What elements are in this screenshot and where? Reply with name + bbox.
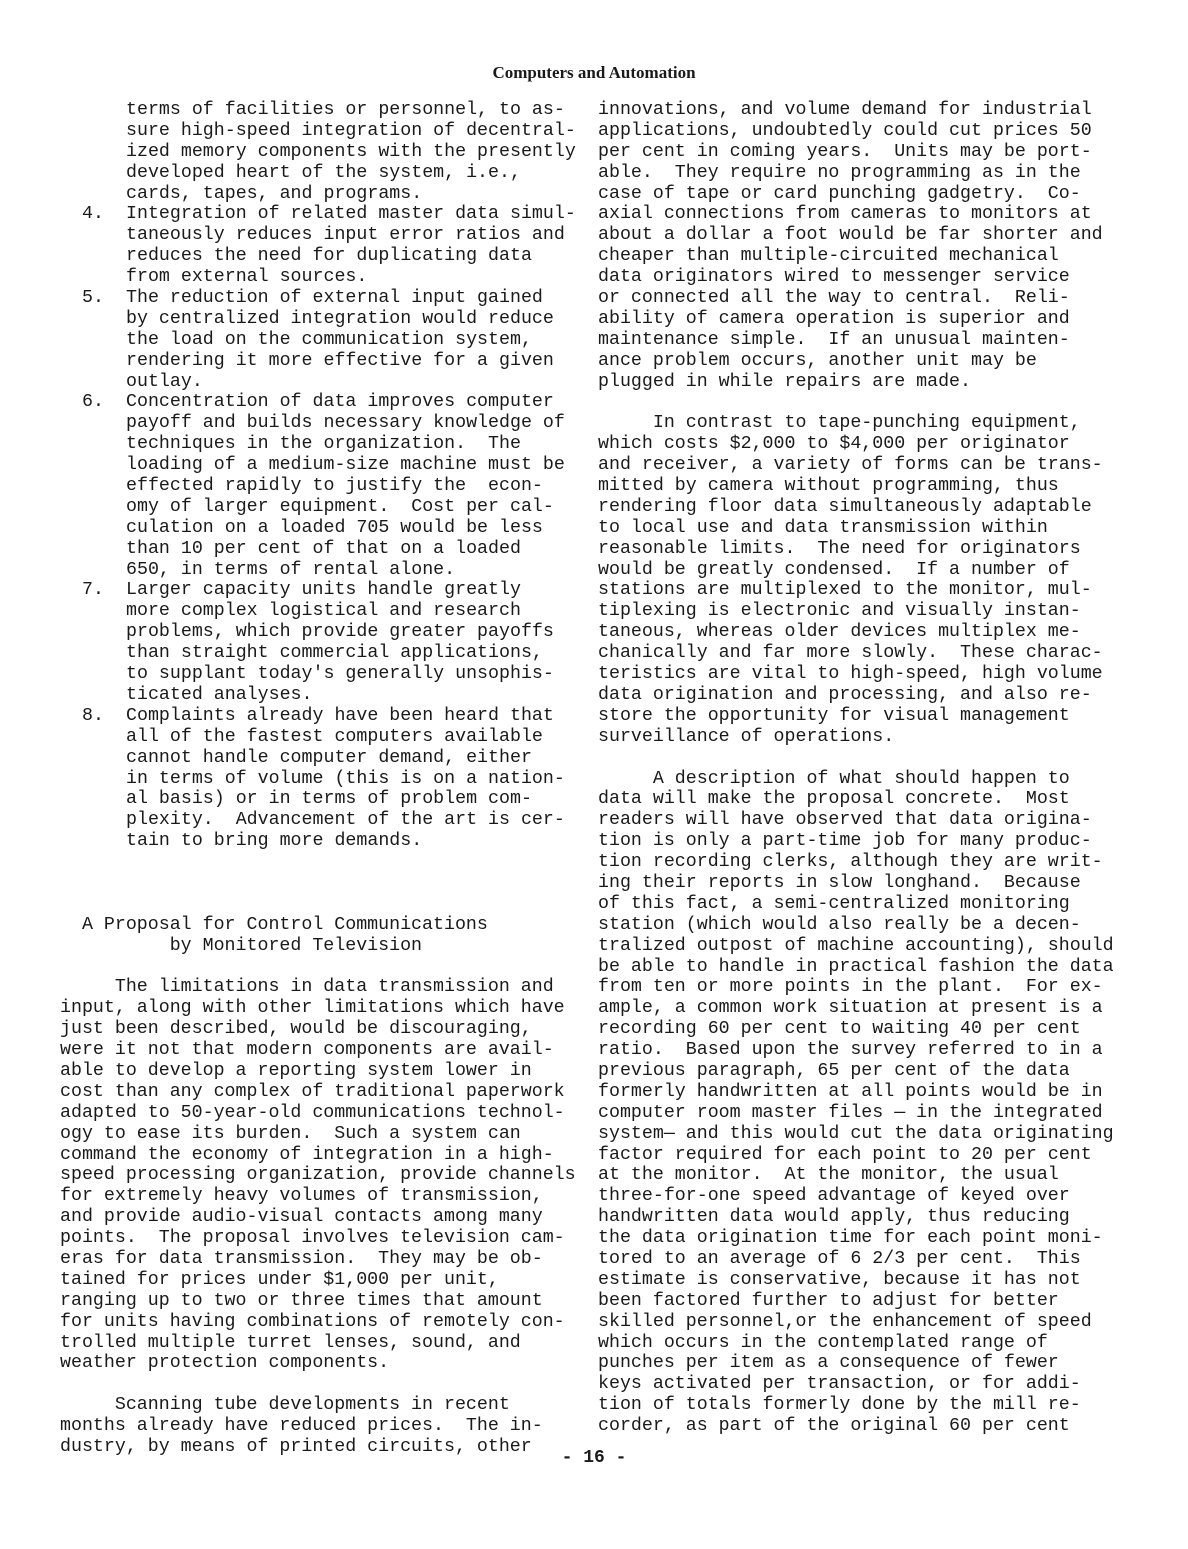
list-item-body xyxy=(126,580,580,705)
text-line: Larger capacity units handle greatly xyxy=(126,580,521,601)
text-line: taneously reduces input error ratios and xyxy=(126,225,565,246)
text-line: payoff and builds necessary knowledge of xyxy=(126,413,565,434)
text-line: Integration of related master data simul- xyxy=(126,204,576,225)
running-header: Computers and Automation xyxy=(492,63,696,82)
text-line: more complex logistical and research xyxy=(126,601,521,622)
text-line: than 10 per cent of that on a loaded xyxy=(126,538,521,559)
text-line: by Monitored Television xyxy=(60,935,423,956)
text-line: tiplexing is electronic and visually instan- xyxy=(598,601,1081,622)
text-line: surveillance of operations. xyxy=(598,726,895,747)
text-line: problems, which provide greater payoffs xyxy=(126,622,554,643)
text-line: input, along with other limitations which have xyxy=(60,998,565,1019)
text-line: for extremely heavy volumes of transmission, xyxy=(60,1186,543,1207)
text-line: axial connections from cameras to monitors at xyxy=(598,204,1092,225)
text-line: from external sources. xyxy=(126,267,368,288)
text-line: innovations, and volume demand for industrial xyxy=(598,100,1092,120)
paragraph xyxy=(60,977,580,1374)
text-line: tion recording clerks, although they are writ- xyxy=(598,852,1103,873)
text-line: and receiver, a variety of forms can be trans- xyxy=(598,455,1103,476)
text-line: ing their reports in slow longhand. Because xyxy=(598,872,1081,893)
text-line: were it not that modern components are avail- xyxy=(60,1040,554,1061)
text-line: at the monitor. At the monitor, the usual xyxy=(598,1165,1059,1186)
text-line: ance problem occurs, another unit may be xyxy=(598,350,1037,371)
text-line: outlay. xyxy=(126,371,203,392)
text-line: reduces the need for duplicating data xyxy=(126,246,532,267)
text-line: sure high-speed integration of decentral- xyxy=(126,120,576,141)
text-line: case of tape or card punching gadgetry. Co- xyxy=(598,183,1081,204)
text-line: plugged in while repairs are made. xyxy=(598,371,971,392)
text-line: cards, tapes, and programs. xyxy=(126,183,423,204)
text-line: previous paragraph, 65 per cent of the data xyxy=(598,1060,1070,1081)
text-line: which costs $2,000 to $4,000 per originator xyxy=(598,434,1070,455)
list-item-body xyxy=(126,288,580,392)
list-item-number: 8. xyxy=(82,705,104,726)
text-line: techniques in the organization. The xyxy=(126,434,521,455)
text-line: months already have reduced prices. The in- xyxy=(60,1416,543,1437)
list-item-body xyxy=(126,392,580,580)
text-line: handwritten data would apply, thus reducing xyxy=(598,1207,1070,1228)
text-line: ratio. Based upon the survey referred to in a xyxy=(598,1040,1103,1061)
text-line: cannot handle computer demand, either xyxy=(126,747,532,768)
text-line: reasonable limits. The need for originators xyxy=(598,538,1081,559)
text-line: or connected all the way to central. Reli- xyxy=(598,288,1070,309)
text-line: stations are multiplexed to the monitor, mul- xyxy=(598,580,1092,601)
text-line: In contrast to tape-punching equipment, xyxy=(598,413,1081,434)
text-line: eras for data transmission. They may be ob- xyxy=(60,1249,543,1269)
text-line: punches per item as a consequence of fewer xyxy=(598,1353,1059,1374)
text-line: all of the fastest computers available xyxy=(126,726,543,747)
list-item-number: 7. xyxy=(82,580,104,601)
text-line: plexity. Advancement of the art is cer- xyxy=(126,810,565,831)
continuation-paragraph xyxy=(60,100,580,204)
text-line: tion of totals formerly done by the mill re- xyxy=(598,1395,1081,1416)
list-item xyxy=(60,288,580,392)
text-line: and provide audio-visual contacts among many xyxy=(60,1207,543,1228)
text-line: able to develop a reporting system lower in xyxy=(60,1060,532,1081)
paragraph xyxy=(598,413,1128,747)
text-line: able. They require no programming as in the xyxy=(598,162,1081,183)
text-line: the data origination time for each point moni- xyxy=(598,1228,1103,1249)
text-line: developed heart of the system, i.e., xyxy=(126,162,521,183)
text-line: adapted to 50-year-old communications technol- xyxy=(60,1102,565,1123)
text-line: from ten or more points in the plant. For ex- xyxy=(598,977,1103,998)
text-line: applications, undoubtedly could cut prices 50 xyxy=(598,120,1092,141)
text-line: three-for-one speed advantage of keyed over xyxy=(598,1186,1070,1207)
text-line: about a dollar a foot would be far shorter and xyxy=(598,225,1103,246)
text-line: cost than any complex of traditional paperwork xyxy=(60,1081,565,1102)
text-line: formerly handwritten at all points would be in xyxy=(598,1081,1103,1102)
numbered-list xyxy=(60,204,580,852)
text-line: Concentration of data improves computer xyxy=(126,392,554,413)
text-line: data originators wired to messenger service xyxy=(598,267,1070,288)
page-number: - 16 - xyxy=(561,1448,627,1468)
text-line: tain to bring more demands. xyxy=(126,831,423,852)
text-line: Scanning tube developments in recent xyxy=(60,1395,510,1416)
list-item xyxy=(60,580,580,705)
paragraph xyxy=(598,769,1128,1438)
text-line: al basis) or in terms of problem com- xyxy=(126,789,532,810)
text-line: in terms of volume (this is on a nation- xyxy=(126,768,565,789)
text-line: factor required for each point to 20 per cent xyxy=(598,1144,1092,1165)
text-line: system— and this would cut the data originating xyxy=(598,1123,1114,1144)
text-line: than straight commercial applications, xyxy=(126,643,543,664)
text-line: computer room master files — in the integrated xyxy=(598,1102,1103,1123)
text-line: speed processing organization, provide channels xyxy=(60,1165,576,1186)
text-line: points. The proposal involves television cam- xyxy=(60,1228,565,1249)
text-line: which occurs in the contemplated range of xyxy=(598,1332,1048,1353)
text-line: trolled multiple turret lenses, sound, and xyxy=(60,1332,521,1353)
text-line: estimate is conservative, because it has not xyxy=(598,1269,1081,1290)
text-line: the load on the communication system, xyxy=(126,329,532,350)
text-line: tralized outpost of machine accounting), should xyxy=(598,935,1114,956)
paragraph xyxy=(598,100,1128,392)
text-line: ability of camera operation is superior and xyxy=(598,308,1070,329)
text-line: The reduction of external input gained xyxy=(126,288,543,309)
text-line: data origination and processing, and also re- xyxy=(598,684,1092,705)
list-item-body xyxy=(126,706,580,852)
right-column xyxy=(598,100,1128,1437)
text-line: tored to an average of 6 2/3 per cent. This xyxy=(598,1248,1081,1269)
text-line: cheaper than multiple-circuited mechanical xyxy=(598,246,1059,267)
text-line: by centralized integration would reduce xyxy=(126,308,554,329)
text-line: chanically and far more slowly. These charac- xyxy=(598,643,1103,664)
text-line: The limitations in data transmission and xyxy=(60,977,554,998)
text-line: A description of what should happen to xyxy=(598,768,1070,789)
list-item-body xyxy=(126,204,580,288)
text-line: weather protection components. xyxy=(60,1353,390,1374)
text-line: ogy to ease its burden. Such a system can xyxy=(60,1123,521,1144)
text-line: skilled personnel,or the enhancement of speed xyxy=(598,1311,1092,1332)
text-line: A Proposal for Control Communications xyxy=(60,914,488,935)
text-line: been factored further to adjust for better xyxy=(598,1290,1059,1311)
text-line: readers will have observed that data origina- xyxy=(598,810,1092,831)
text-line: omy of larger equipment. Cost per cal- xyxy=(126,496,554,517)
text-line: rendering it more effective for a given xyxy=(126,350,554,371)
text-line: rendering floor data simultaneously adaptable xyxy=(598,496,1092,517)
text-line: station (which would also really be a decen- xyxy=(598,914,1081,935)
text-line: Complaints already have been heard that xyxy=(126,705,554,726)
text-line: per cent in coming years. Units may be port- xyxy=(598,141,1092,162)
text-line: to supplant today's generally unsophis- xyxy=(126,664,554,685)
list-item-number: 4. xyxy=(82,204,104,225)
text-line: of this fact, a semi-centralized monitoring xyxy=(598,893,1070,914)
text-line: ized memory components with the presently xyxy=(126,141,576,162)
text-line: loading of a medium-size machine must be xyxy=(126,455,565,476)
text-line: ranging up to two or three times that amount xyxy=(60,1290,543,1311)
text-line: terms of facilities or personnel, to as- xyxy=(126,100,565,120)
text-line: keys activated per transaction, or for addi- xyxy=(598,1374,1081,1395)
text-line: ample, a common work situation at present is a xyxy=(598,998,1103,1019)
list-item-number: 5. xyxy=(82,288,104,309)
list-item xyxy=(60,392,580,580)
text-line: just been described, would be discouraging, xyxy=(60,1019,532,1040)
text-line: to local use and data transmission within xyxy=(598,517,1048,538)
text-line: recording 60 per cent to waiting 40 per cent xyxy=(598,1019,1081,1040)
list-item-number: 6. xyxy=(82,392,104,413)
text-line: teristics are vital to high-speed, high volume xyxy=(598,664,1103,685)
text-line: data will make the proposal concrete. Most xyxy=(598,789,1070,810)
text-line: store the opportunity for visual management xyxy=(598,705,1070,726)
section-heading xyxy=(60,915,580,957)
text-line: 650, in terms of rental alone. xyxy=(126,559,456,580)
left-column xyxy=(60,100,580,1458)
list-item xyxy=(60,204,580,288)
text-line: ticated analyses. xyxy=(126,684,313,705)
text-line: be able to handle in practical fashion the data xyxy=(598,956,1114,977)
text-line: command the economy of integration in a high- xyxy=(60,1144,554,1165)
text-line: dustry, by means of printed circuits, other xyxy=(60,1437,532,1458)
text-line: for units having combinations of remotely con- xyxy=(60,1311,565,1332)
list-item xyxy=(60,706,580,852)
text-line: tion is only a part-time job for many produc- xyxy=(598,831,1092,852)
text-line: corder, as part of the original 60 per cent xyxy=(598,1416,1070,1437)
text-line: maintenance simple. If an unusual mainten- xyxy=(598,329,1070,350)
text-line: tained for prices under $1,000 per unit, xyxy=(60,1269,499,1290)
text-line: taneous, whereas older devices multiplex me- xyxy=(598,622,1081,643)
text-line: mitted by camera without programming, thus xyxy=(598,476,1059,497)
text-line: culation on a loaded 705 would be less xyxy=(126,517,543,538)
text-line: effected rapidly to justify the econ- xyxy=(126,476,543,497)
text-line: would be greatly condensed. If a number of xyxy=(598,559,1070,580)
